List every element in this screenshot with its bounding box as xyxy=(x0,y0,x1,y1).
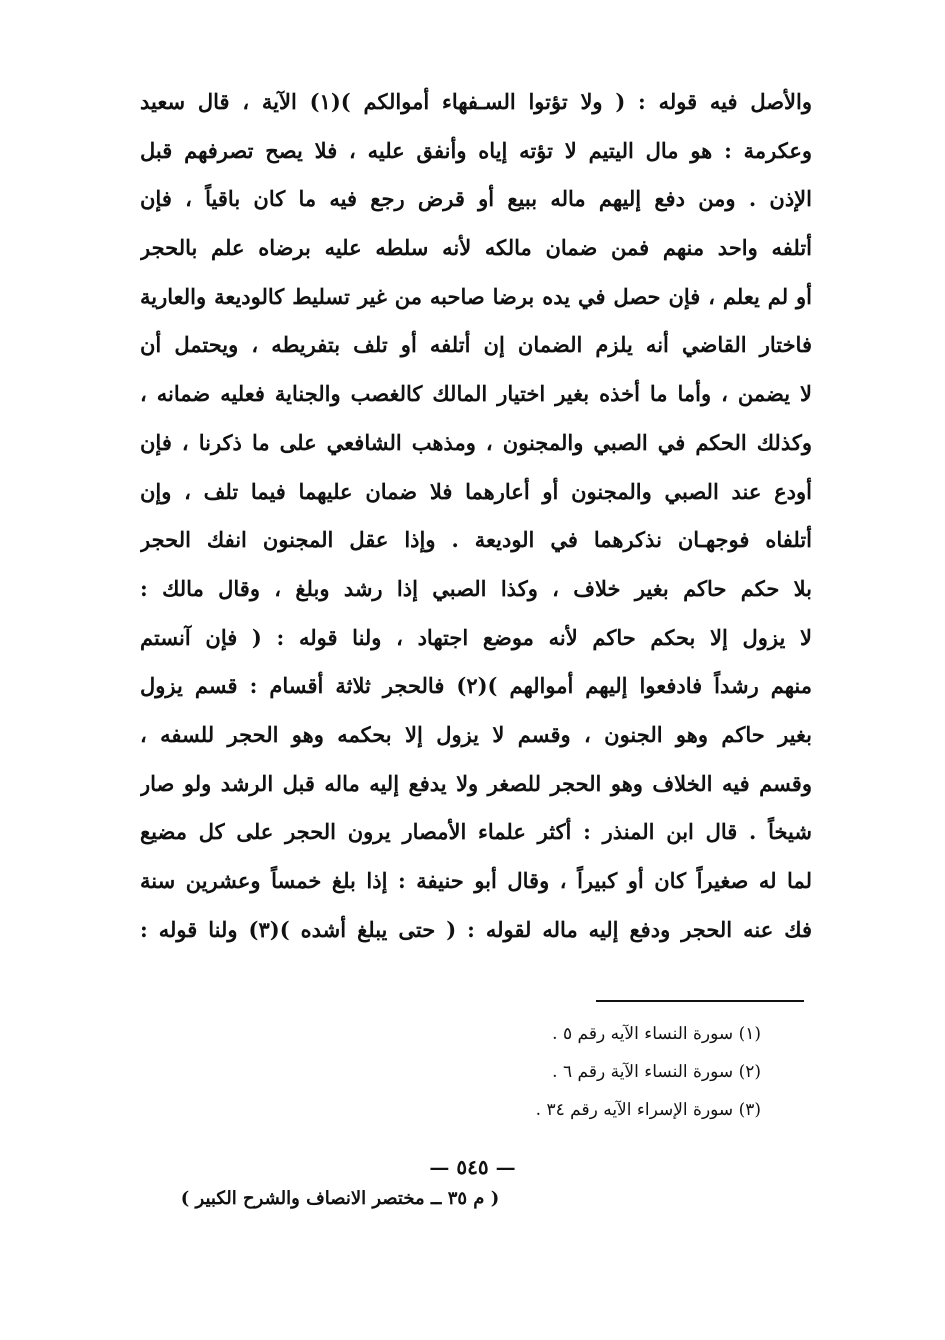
text-line: لا يزول إلا بحكم حاكم لأنه موضع اجتهاد ، ولنا قوله : ( فإن آنستم xyxy=(140,624,812,650)
page-number: — ٥٤٥ — xyxy=(429,1155,516,1179)
text-line: الإذن . ومن دفع إليهم ماله ببيع أو قرض رجع فيه ما كان باقياً ، فإن xyxy=(140,186,812,212)
text-line: وقسم فيه الخلاف وهو الحجر للصغر ولا يدفع إليه ماله قبل الرشد ولو صار xyxy=(140,770,812,796)
text-line: بغير حاكم وهو الجنون ، وقسم لا يزول إلا بحكمه وهو الحجر للسفه ، xyxy=(140,721,812,747)
body-text xyxy=(140,78,812,954)
text-line: وكذلك الحكم في الصبي والمجنون ، ومذهب الشافعي على ما ذكرنا ، فإن xyxy=(140,429,812,455)
text-line: أو لم يعلم ، فإن حصل في يده برضا صاحبه من غير تسليط كالوديعة والعارية xyxy=(140,283,812,309)
text-line: أتلفه واحد منهم فمن ضمان مالكه لأنه سلطه عليه برضاه علم بالحجر xyxy=(140,235,812,261)
footnote: (٢) سورة النساء الآية رقم ٦ . xyxy=(552,1062,761,1082)
text-line: وعكرمة : هو مال اليتيم لا تؤته إياه وأنفق عليه ، فلا يصح تصرفهم قبل xyxy=(140,137,812,163)
footnote: (١) سورة النساء الآيه رقم ٥ . xyxy=(552,1024,761,1044)
text-line: لما له صغيراً كان أو كبيراً ، وقال أبو حنيفة : إذا بلغ خمساً وعشرين سنة xyxy=(140,868,812,893)
book-signature: ( م ٣٥ ــ مختصر الانصاف والشرح الكبير ) xyxy=(180,1188,500,1209)
text-line: لا يضمن ، وأما ما أخذه بغير اختيار المالك كالغصب والجناية فعليه ضمانه ، xyxy=(140,381,812,407)
text-line: والأصل فيه قوله : ( ولا تؤتوا السـفهاء أموالكم )(١) الآية ، قال سعيد xyxy=(140,89,812,114)
text-line: أودع عند الصبي والمجنون أو أعارهما فلا ضمان عليهما فيما تلف ، وإن xyxy=(140,478,812,504)
text-line: فاختار القاضي أنه يلزم الضمان إن أتلفه أو تلف بتفريطه ، ويحتمل أن xyxy=(140,332,812,358)
text-line: منهم رشداً فادفعوا إليهم أموالهم )(٢) فالحجر ثلاثة أقسام : قسم يزول xyxy=(140,673,812,699)
footnote: (٣) سورة الإسراء الآيه رقم ٣٤ . xyxy=(535,1100,761,1120)
footnote-separator xyxy=(596,1000,804,1002)
text-line: بلا حكم حاكم بغير خلاف ، وكذا الصبي إذا رشد وبلغ ، وقال مالك : xyxy=(140,575,812,601)
text-line: فك عنه الحجر ودفع إليه ماله لقوله : ( حتى يبلغ أشده )(٣) ولنا قوله : xyxy=(140,916,812,942)
footnotes xyxy=(341,1015,761,1129)
text-line: شيخاً . قال ابن المنذر : أكثر علماء الأمصار يرون الحجر على كل مضيع xyxy=(140,819,812,845)
text-line: أتلفاه فوجهـان نذكرهما في الوديعة . وإذا عقل المجنون انفك الحجر xyxy=(140,527,812,553)
